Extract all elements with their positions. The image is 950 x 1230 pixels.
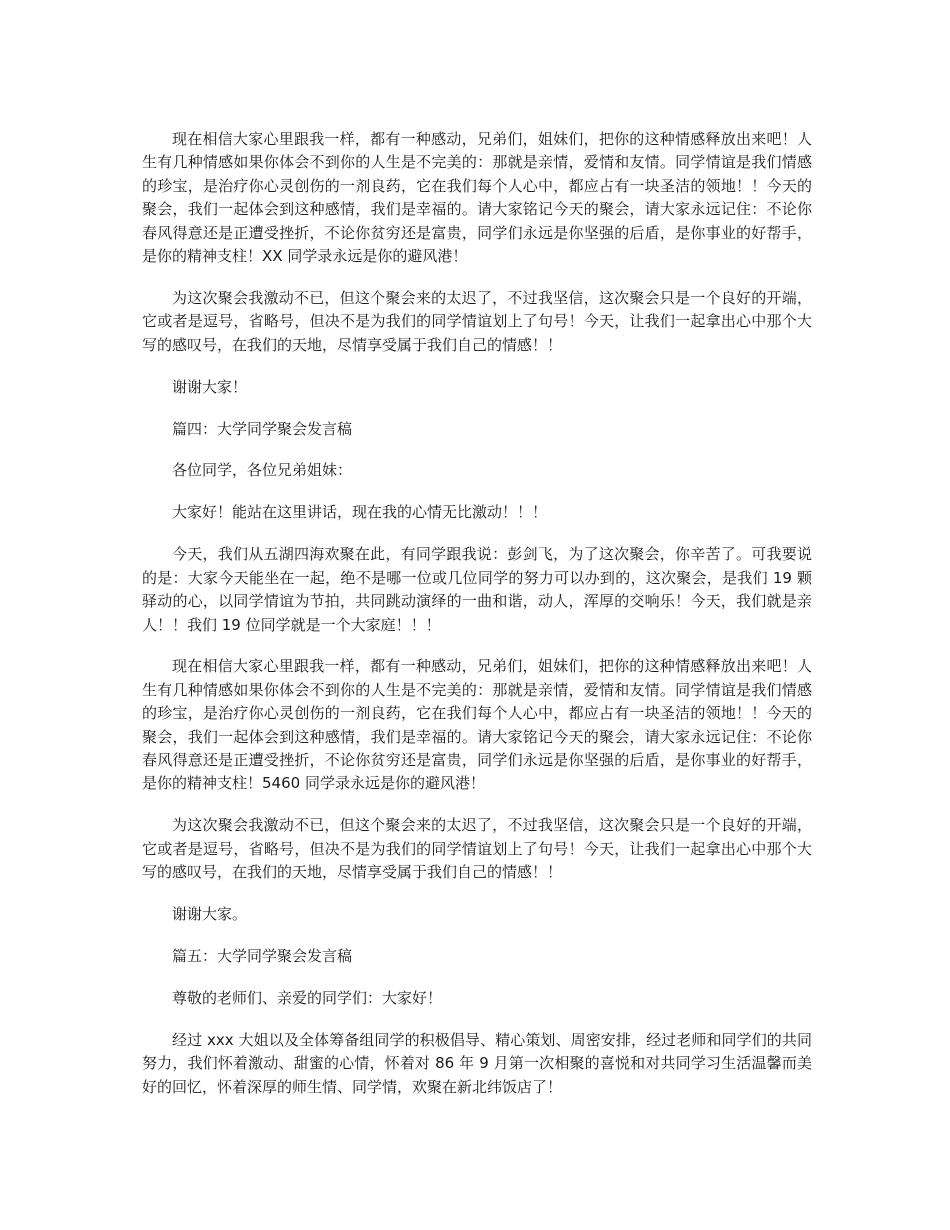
paragraph-5: 各位同学，各位兄弟姐妹： bbox=[172, 461, 353, 480]
section-heading-4: 篇四：大学同学聚会发言稿 bbox=[172, 419, 353, 438]
paragraph-9: 为这次聚会我激动不已，但这个聚会来的太迟了，不过我坚信，这次聚会只是一个良好的开端，它或者是逗号，省略号，但决不是为我们的同学情谊划上了句号！今天，让我们一起拿出心中那个大写的感叹号，在我们的天地，尽情享受属于我们自己的情感！！ bbox=[142, 816, 812, 882]
paragraph-2: 为这次聚会我激动不已，但这个聚会来的太迟了，不过我坚信，这次聚会只是一个良好的开端，它或者是逗号，省略号，但决不是为我们的同学情谊划上了句号！今天，让我们一起拿出心中那个大写的感叹号，在我们的天地，尽情享受属于我们自己的情感！！ bbox=[142, 288, 812, 354]
paragraph-6: 大家好！能站在这里讲话，现在我的心情无比激动！！！ bbox=[172, 503, 548, 522]
paragraph-10: 谢谢大家。 bbox=[172, 905, 248, 924]
paragraph-1: 现在相信大家心里跟我一样，都有一种感动，兄弟们，姐妹们，把你的这种情感释放出来吧！人生有几种情感如果你体会不到你的人生是不完美的：那就是亲情，爱情和友情。同学情谊是我们情感的珍宝，是治疗你心灵创伤的一剂良药，它在我们每个人心中，都应占有一块圣洁的领地！！今天的聚会，我们一起体会到这种感情，我们是幸福的。请大家铭记今天的聚会，请大家永远记住：不论你春风得意还是正遭受挫折，不论你贫穷还是富贵，同学们永远是你坚强的后盾，是你事业的好帮手，是你的精神支柱！XX 同学录永远是你的避风港！ bbox=[142, 130, 812, 266]
paragraph-13: 经过 xxx 大姐以及全体筹备组同学的积极倡导、精心策划、周密安排，经过老师和同学们的共同努力，我们怀着激动、甜蜜的心情，怀着对 86 年 9 月第一次相聚的喜悦和对共同学习生活温馨而美好的回忆，怀着深厚的师生情、同学情，欢聚在新北纬饭店了！ bbox=[142, 1030, 812, 1096]
document-page bbox=[142, 128, 812, 1118]
section-heading-5: 篇五：大学同学聚会发言稿 bbox=[172, 946, 353, 965]
paragraph-3: 谢谢大家！ bbox=[172, 377, 248, 396]
paragraph-12: 尊敬的老师们、亲爱的同学们：大家好！ bbox=[172, 988, 443, 1007]
paragraph-8: 现在相信大家心里跟我一样，都有一种感动，兄弟们，姐妹们，把你的这种情感释放出来吧！人生有几种情感如果你体会不到你的人生是不完美的：那就是亲情，爱情和友情。同学情谊是我们情感的珍宝，是治疗你心灵创伤的一剂良药，它在我们每个人心中，都应占有一块圣洁的领地！！今天的聚会，我们一起体会到这种感情，我们是幸福的。请大家铭记今天的聚会，请大家永远记住：不论你春风得意还是正遭受挫折，不论你贫穷还是富贵，同学们永远是你坚强的后盾，是你事业的好帮手，是你的精神支柱！5460 同学录永远是你的避风港！ bbox=[142, 657, 812, 793]
paragraph-7: 今天，我们从五湖四海欢聚在此，有同学跟我说：彭剑飞，为了这次聚会，你辛苦了。可我要说的是：大家今天能坐在一起，绝不是哪一位或几位同学的努力可以办到的，这次聚会，是我们 19 颗驿动的心，以同学情谊为节拍，共同跳动演绎的一曲和谐，动人，浑厚的交响乐！今天，我们就是亲人！！我们 19 位同学就是一个大家庭！！！ bbox=[142, 545, 812, 634]
